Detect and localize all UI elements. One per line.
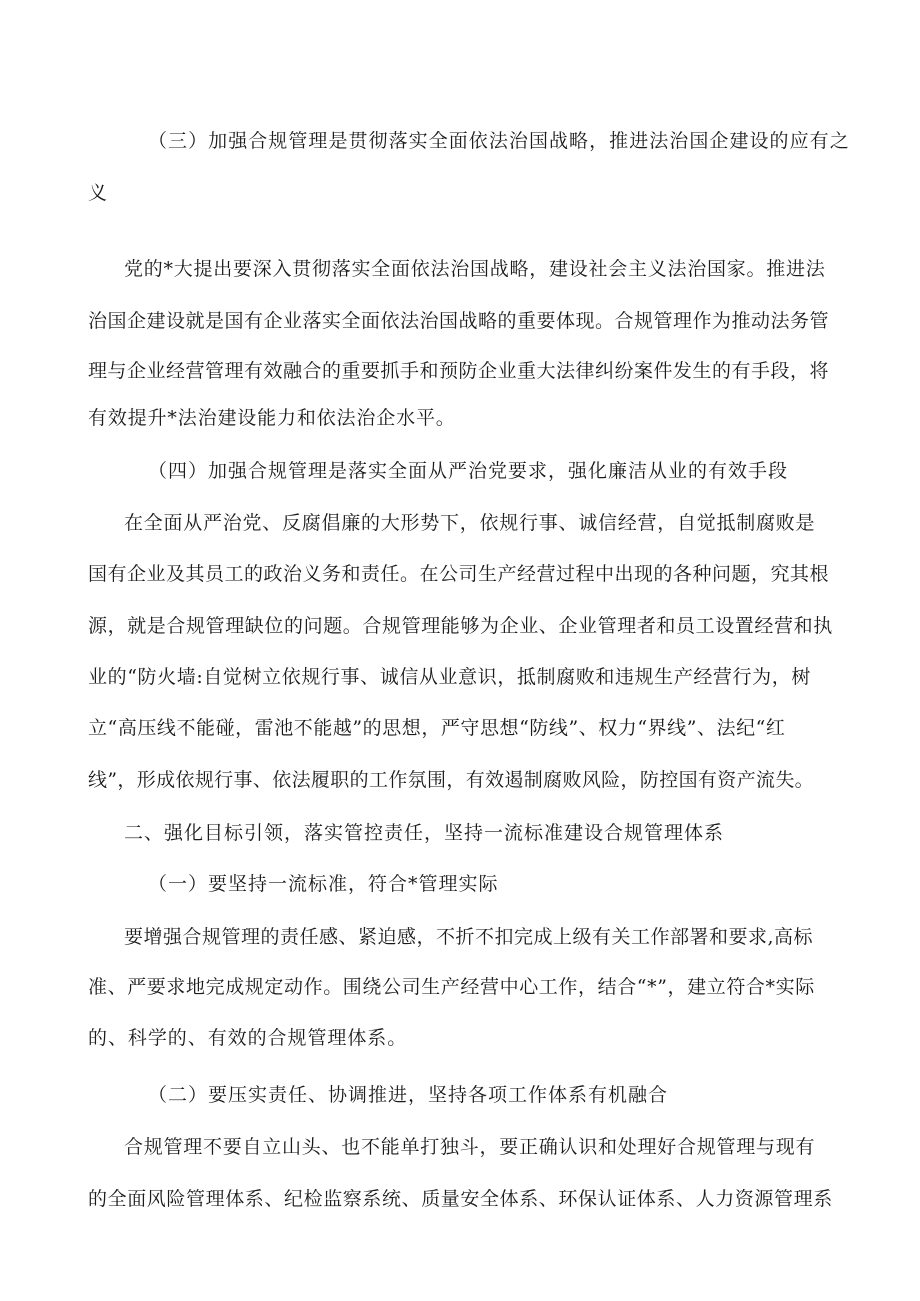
paragraph-1-line-2: 治国企建设就是国有企业落实全面依法治国战略的重要体现。合规管理作为推动法务管 (88, 310, 830, 332)
paragraph-1-line-1: 党的*大提出要深入贯彻落实全面依法治国战略，建设社会主义法治国家。推进法 (124, 258, 826, 280)
paragraph-4-line-1: 合规管理不要自立山头、也不能单打独斗，要正确认识和处理好合规管理与现有 (124, 1136, 816, 1158)
heading-3-line-1: （三）加强合规管理是贯彻落实全面依法治国战略，推进法治国企建设的应有之 (148, 130, 850, 152)
paragraph-2-line-4: 业的“防火墙:自觉树立依规行事、诚信从业意识，抵制腐败和违规生产经营行为，树 (88, 666, 811, 688)
paragraph-3-line-3: 的、科学的、有效的合规管理体系。 (88, 1027, 408, 1049)
paragraph-2-line-3: 源，就是合规管理缺位的问题。合规管理能够为企业、企业管理者和员工设置经营和执 (88, 615, 833, 637)
paragraph-2-line-6: 线”，形成依规行事、依法履职的工作氛围，有效遏制腐败风险，防控国有资产流失。 (88, 769, 815, 791)
paragraph-3-line-1: 要增强合规管理的责任感、紧迫感，不折不扣完成上级有关工作部署和要求,高标 (124, 926, 814, 948)
heading-3-line-2: 义 (88, 182, 108, 204)
paragraph-1-line-3: 理与企业经营管理有效融合的重要抓手和预防企业重大法律纠纷案件发生的有手段，将 (88, 360, 830, 382)
subheading-2-1: （一）要坚持一流标准，符合*管理实际 (148, 873, 499, 895)
paragraph-2-line-1: 在全面从严治党、反腐倡廉的大形势下，依规行事、诚信经营，自觉抵制腐败是 (124, 512, 816, 534)
subheading-2-2: （二）要压实责任、协调推进，坚持各项工作体系有机融合 (148, 1084, 669, 1106)
paragraph-1-line-4: 有效提升*法治建设能力和依法治企水平。 (88, 407, 456, 429)
paragraph-3-line-2: 准、严要求地完成规定动作。围绕公司生产经营中心工作，结合“*”，建立符合*实际 (88, 976, 815, 998)
paragraph-4-line-2: 的全面风险管理体系、纪检监察系统、质量安全体系、环保认证体系、人力资源管理系 (88, 1188, 833, 1210)
paragraph-2-line-2: 国有企业及其员工的政治义务和责任。在公司生产经营过程中出现的各种问题，究其根 (88, 563, 830, 585)
section-2-heading: 二、强化目标引领，落实管控责任，坚持一流标准建设合规管理体系 (124, 822, 725, 844)
heading-4: （四）加强合规管理是落实全面从严治党要求，强化廉洁从业的有效手段 (148, 460, 789, 482)
paragraph-2-line-5: 立“高压线不能碰，雷池不能越”的思想，严守思想“防线”、权力“界线”、法纪“红 (88, 717, 786, 739)
